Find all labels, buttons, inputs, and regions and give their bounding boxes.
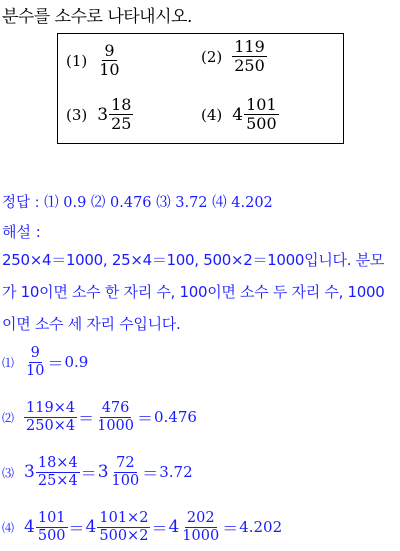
numerator: 101: [37, 510, 66, 526]
result: 4.202: [239, 518, 283, 536]
problem-2: [201, 38, 267, 75]
answer-line: [2, 191, 273, 212]
denominator: 250: [234, 56, 265, 75]
equals-sign: ＝: [222, 518, 239, 538]
denominator: 10: [99, 60, 120, 79]
numerator: 18: [111, 95, 132, 114]
problem-3: [66, 96, 133, 133]
fraction: [97, 42, 121, 79]
equals-sign: ＝: [142, 463, 159, 483]
whole-number: 4: [85, 517, 97, 537]
denominator: 500: [37, 527, 66, 544]
whole-number: 4: [24, 517, 35, 537]
numerator: 101: [246, 95, 277, 114]
denominator: 500×2: [99, 527, 149, 544]
whole-number: 3: [24, 462, 35, 482]
whole-number: 4: [232, 104, 244, 125]
fraction: [244, 96, 279, 133]
denominator: 25: [111, 114, 132, 133]
numerator: 101×2: [99, 510, 149, 526]
fraction: [36, 510, 68, 544]
solution-4: [2, 510, 282, 544]
denominator: 500: [246, 114, 277, 133]
numerator: 119×4: [26, 400, 76, 416]
answer-item: ⑷ 4.202: [212, 195, 273, 211]
problem-label: (1): [66, 51, 88, 70]
numerator: 18×4: [37, 455, 78, 471]
result: 3.72: [159, 463, 193, 481]
solution-3: [2, 455, 193, 489]
whole-number: 3: [97, 462, 109, 482]
problem-label: (3): [66, 105, 88, 124]
solution-label: ⑴: [2, 355, 15, 370]
fraction: [180, 510, 221, 544]
denominator: 25×4: [37, 472, 78, 489]
fraction: [232, 38, 267, 75]
explanation-header: 해설 :: [2, 223, 41, 241]
question-title: 분수를 소수로 나타내시오.: [2, 7, 192, 27]
equals-sign: ＝: [80, 463, 97, 483]
numerator: 9: [30, 345, 40, 361]
numerator: 9: [104, 41, 115, 60]
answer-item: ⑴ 0.9: [44, 195, 87, 211]
problem-label: (2): [201, 47, 223, 66]
fraction: [109, 96, 133, 133]
whole-number: 3: [97, 104, 109, 125]
problem-box: [57, 33, 344, 144]
equals-sign: ＝: [47, 353, 64, 373]
denominator: 10: [26, 362, 45, 379]
denominator: 250×4: [26, 417, 76, 434]
equals-sign: ＝: [68, 518, 85, 538]
fraction: [24, 345, 46, 379]
problem-1: [66, 42, 122, 79]
numerator: 202: [186, 510, 215, 526]
equals-sign: ＝: [151, 518, 168, 538]
numerator: 119: [234, 37, 265, 56]
whole-number: 4: [168, 517, 180, 537]
fraction: [36, 455, 80, 489]
denominator: 1000: [97, 417, 134, 434]
solution-label: ⑵: [2, 410, 15, 425]
answer-item: ⑵ 0.476: [90, 195, 152, 211]
answer-item: ⑶ 3.72: [156, 195, 208, 211]
solution-1: [2, 345, 88, 379]
fraction: [97, 510, 150, 544]
explanation-text: 250×4＝1000, 25×4＝100, 500×2＝1000입니다. 분모가 10이면 소수 한 자리 수, 100이면 소수 두 자리 수, 1000이면 소수 세 자리 수입니다.: [2, 251, 385, 333]
denominator: 1000: [182, 527, 220, 544]
problem-4: [201, 96, 279, 133]
numerator: 476: [101, 400, 130, 416]
numerator: 72: [116, 455, 135, 471]
fraction: [24, 400, 77, 434]
result: 0.476: [154, 408, 197, 426]
problem-label: (4): [201, 105, 223, 124]
fraction: [95, 400, 136, 434]
solution-label: ⑶: [2, 465, 15, 480]
equals-sign: ＝: [78, 408, 95, 428]
equals-sign: ＝: [137, 408, 154, 428]
result: 0.9: [64, 353, 89, 371]
denominator: 100: [111, 472, 140, 489]
answer-prefix: 정답 :: [2, 195, 40, 211]
solution-label: ⑷: [2, 520, 15, 535]
fraction: [110, 455, 142, 489]
solution-2: [2, 400, 197, 434]
